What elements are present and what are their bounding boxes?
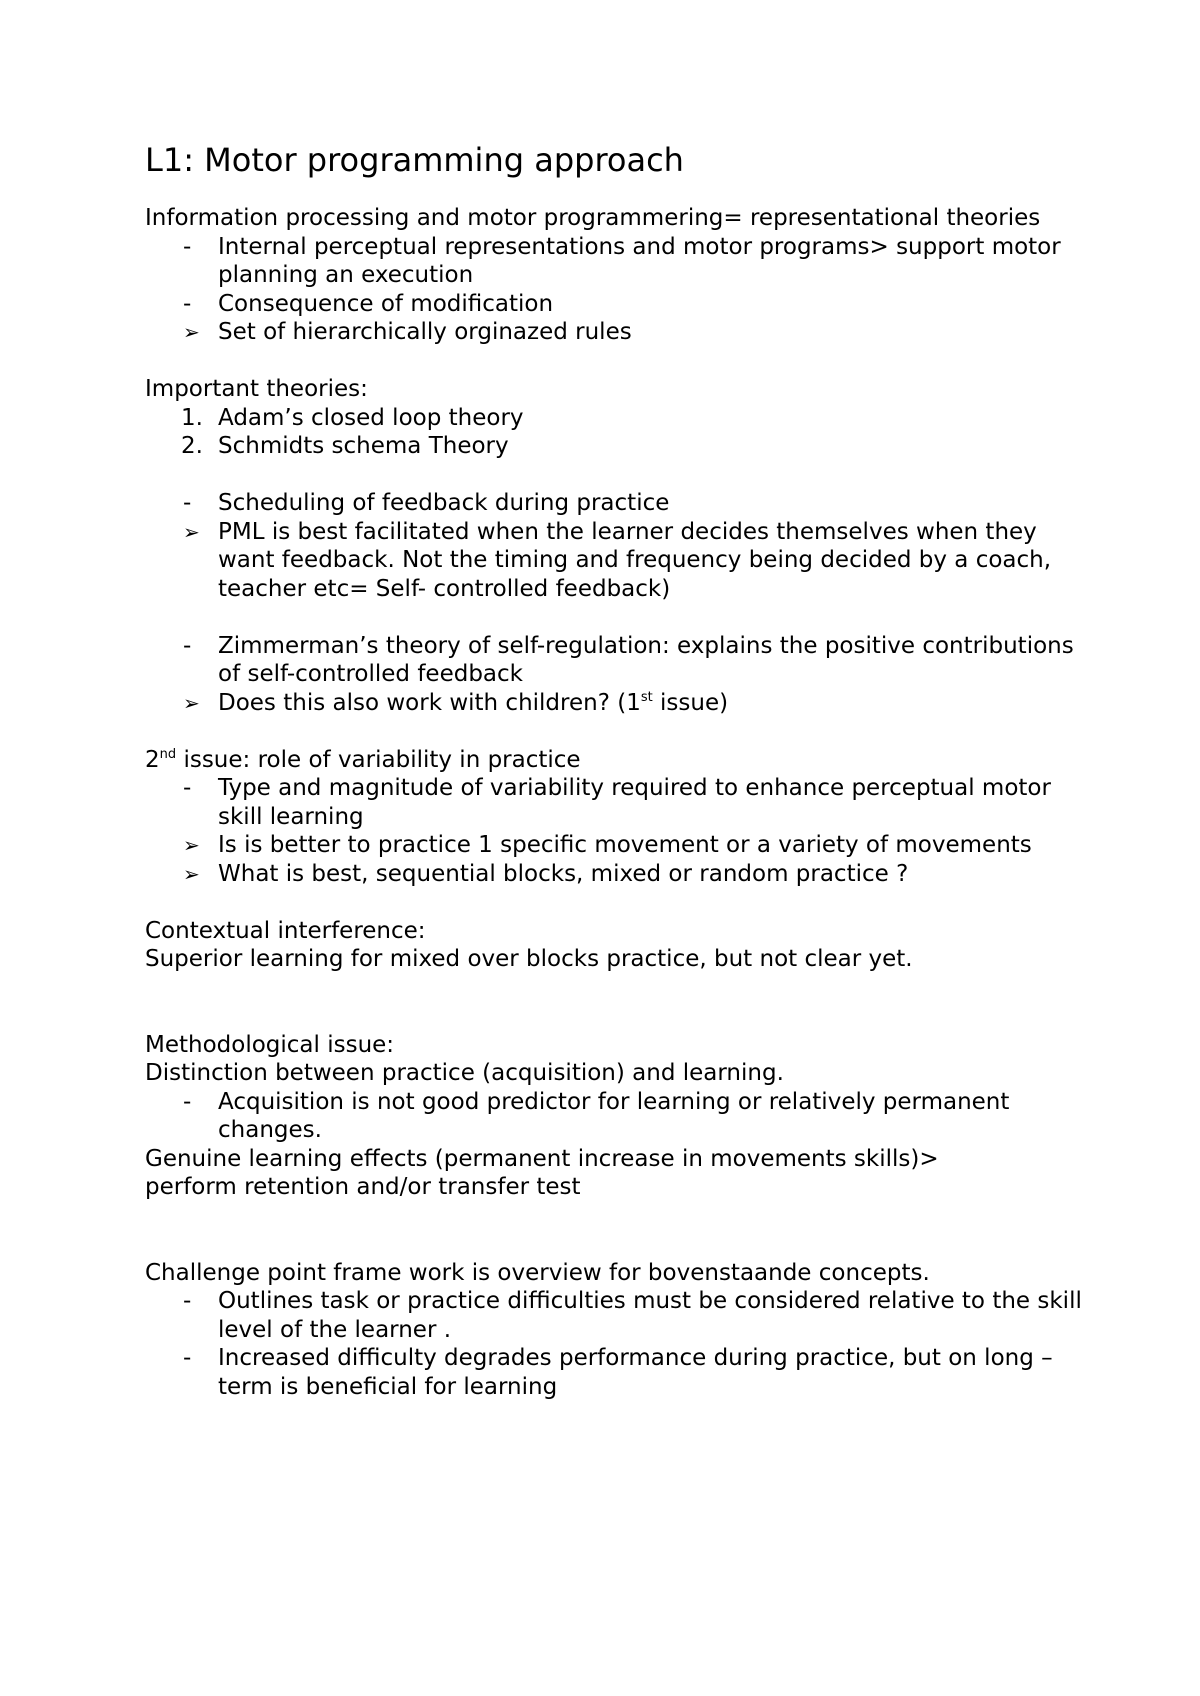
- contextual-heading: Contextual interference:: [145, 917, 426, 944]
- list-item: [145, 689, 1085, 718]
- methodological-text: Distinction between practice (acquisition) and learning.: [145, 1060, 784, 1086]
- spacer: [145, 974, 1085, 1003]
- list-item-text: Internal perceptual representations and motor programs> support motor planning an execution: [218, 233, 1061, 288]
- feedback-list: [145, 489, 1085, 603]
- methodological-list: [145, 1088, 1085, 1145]
- list-item-text: Acquisition is not good predictor for learning or relatively permanent changes.: [218, 1088, 1010, 1143]
- intro-paragraph: Information processing and motor programmering= representational theories: [145, 205, 1041, 231]
- contextual-text: Superior learning for mixed over blocks practice, but not clear yet.: [145, 946, 913, 972]
- list-item: [145, 318, 1085, 347]
- list-item: [145, 404, 1085, 433]
- spacer: [145, 1202, 1085, 1231]
- arrow-bullet-icon: ➢: [183, 861, 200, 886]
- list-item: [145, 632, 1085, 689]
- spacer: [145, 1002, 1085, 1031]
- dash-bullet: -: [183, 1088, 192, 1115]
- list-item-text: Adam’s closed loop theory: [218, 404, 524, 431]
- list-number: 2.: [181, 433, 203, 459]
- spacer: [145, 347, 1085, 376]
- list-item: [145, 432, 1085, 461]
- list-item: [145, 233, 1085, 290]
- list-item-text: Schmidts schema Theory: [218, 433, 509, 459]
- list-item: [145, 774, 1085, 831]
- spacer: [145, 461, 1085, 490]
- list-item-text: PML is best facilitated when the learner decides themselves when they want feedback. Not the timing and frequency being decided by a coach, teacher etc= Self- controlled feedback): [218, 518, 1052, 602]
- methodological-heading: Methodological issue:: [145, 1031, 395, 1058]
- list-item: [145, 518, 1085, 604]
- spacer: [145, 1230, 1085, 1259]
- list-item-text: What is best, sequential blocks, mixed or random practice ?: [218, 860, 909, 887]
- arrow-bullet-icon: ➢: [183, 833, 200, 857]
- list-item-text: Type and magnitude of variability required to enhance perceptual motor skill learning: [218, 775, 1051, 830]
- theories-numbered-list: [145, 404, 1085, 461]
- superscript: st: [640, 689, 653, 705]
- intro-list: [145, 233, 1085, 347]
- list-item-text: Does this also work with children? (1st issue): [218, 689, 729, 716]
- dash-bullet: -: [183, 1288, 192, 1314]
- list-item-text: Set of hierarchically orginazed rules: [218, 319, 632, 345]
- arrow-bullet-icon: ➢: [183, 690, 200, 715]
- arrow-bullet-icon: ➢: [183, 519, 200, 544]
- list-item-text: Zimmerman’s theory of self-regulation: explains the positive contributions of self-controlled feedback: [218, 632, 1074, 687]
- dash-bullet: -: [183, 1345, 192, 1371]
- theories-heading: Important theories:: [145, 376, 368, 402]
- issue2-heading: 2nd issue: role of variability in practice: [145, 746, 581, 773]
- document-body: [145, 140, 1085, 1401]
- challenge-text: Challenge point frame work is overview for bovenstaande concepts.: [145, 1259, 930, 1286]
- superscript: nd: [159, 746, 177, 762]
- arrow-bullet-icon: ➢: [183, 320, 200, 344]
- spacer: [145, 717, 1085, 746]
- retention-text: perform retention and/or transfer test: [145, 1174, 581, 1200]
- dash-bullet: -: [183, 490, 192, 516]
- variability-list: [145, 774, 1085, 888]
- document-title: L1: Motor programming approach: [145, 141, 684, 179]
- dash-bullet: -: [183, 233, 192, 260]
- list-item-text: Outlines task or practice difficulties must be considered relative to the skill level of the learner .: [218, 1288, 1082, 1343]
- genuine-learning-text: Genuine learning effects (permanent increase in movements skills)>: [145, 1145, 939, 1172]
- dash-bullet: -: [183, 632, 192, 659]
- list-item: [145, 1344, 1085, 1401]
- list-number: 1.: [181, 404, 203, 431]
- list-item: [145, 1088, 1085, 1145]
- challenge-list: [145, 1287, 1085, 1401]
- dash-bullet: -: [183, 775, 192, 801]
- dash-bullet: -: [183, 290, 192, 317]
- list-item-text: Increased difficulty degrades performance during practice, but on long – term is beneficial for learning: [218, 1345, 1053, 1400]
- list-item: [145, 831, 1085, 860]
- list-item-text: Scheduling of feedback during practice: [218, 490, 670, 516]
- list-item-text: Is is better to practice 1 specific movement or a variety of movements: [218, 832, 1032, 858]
- list-item: [145, 489, 1085, 518]
- list-item: [145, 860, 1085, 889]
- list-item: [145, 1287, 1085, 1344]
- list-item-text: Consequence of modification: [218, 290, 554, 317]
- self-regulation-list: [145, 632, 1085, 718]
- list-item: [145, 290, 1085, 319]
- spacer: [145, 603, 1085, 632]
- spacer: [145, 888, 1085, 917]
